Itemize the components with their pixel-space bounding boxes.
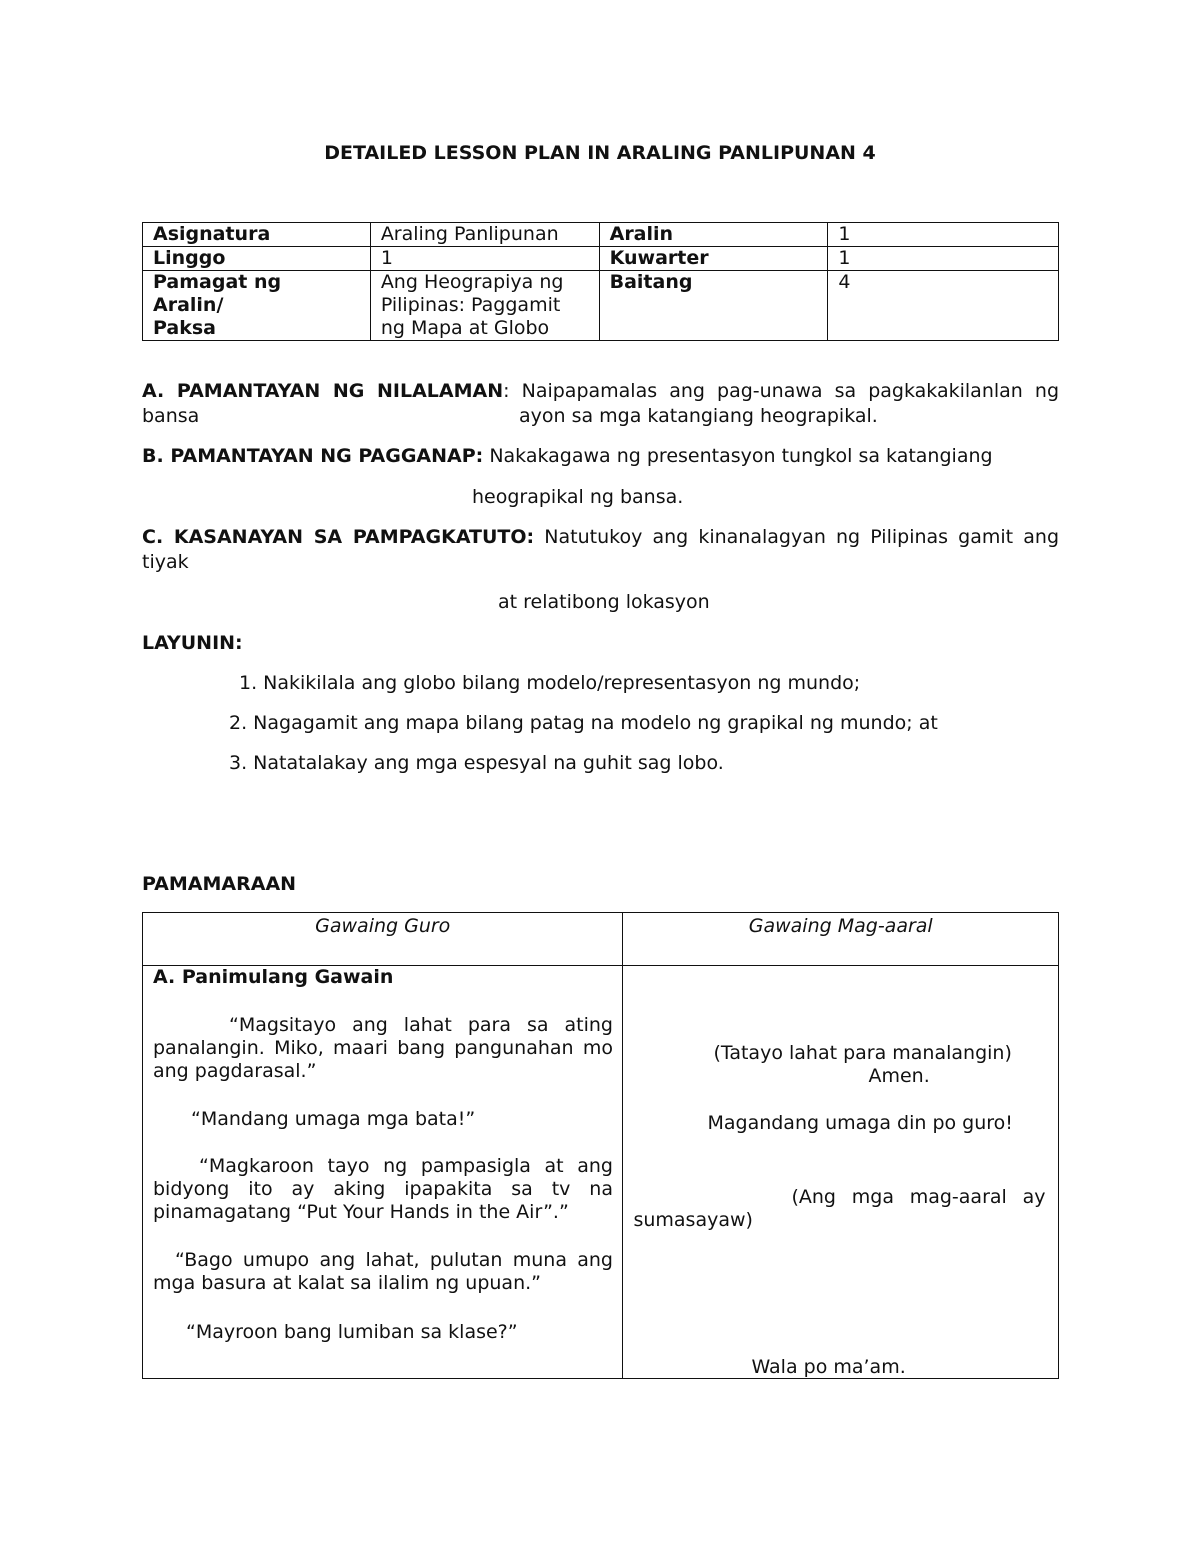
document-title: DETAILED LESSON PLAN IN ARALING PANLIPUNAN 4 — [324, 142, 876, 164]
section-c-line3: at relatibong lokasyon — [498, 591, 710, 613]
linggo-label: Linggo — [143, 247, 371, 271]
section-c-label: C. KASANAYAN SA PAMPAGKATUTO: — [142, 526, 535, 548]
asignatura-value: Araling Panlipunan — [370, 223, 599, 247]
section-b-text: Nakakagawa ng presentasyon tungkol sa katangiang — [483, 445, 993, 467]
guro-p3 — [153, 1155, 613, 1224]
section-b-line2: heograpikal ng bansa. — [472, 486, 684, 508]
aralin-label: Aralin — [599, 223, 828, 247]
guro-cell — [143, 966, 623, 1379]
table-row — [143, 966, 1059, 1379]
guro-p4-line: “Bago umupo ang lahat, pulutan muna ang — [175, 1249, 613, 1271]
header-gawaing-guro: Gawaing Guro — [143, 913, 623, 966]
baitang-value: 4 — [828, 271, 1059, 341]
pamagat-label-line: Pamagat ng — [153, 271, 282, 293]
table-row — [143, 247, 1059, 271]
guro-p3-line: “Magkaroon tayo ng pampasigla at ang — [199, 1155, 613, 1177]
section-c-line2: tiyak — [142, 551, 189, 573]
panimulang-gawain-title: A. Panimulang Gawain — [153, 966, 394, 988]
magaaral-r3-line: sumasayaw) — [633, 1209, 753, 1231]
kuwarter-label: Kuwarter — [599, 247, 828, 271]
section-a-line2a: bansa — [142, 405, 200, 427]
guro-p5: “Mayroon bang lumiban sa klase?” — [186, 1321, 518, 1343]
kuwarter-value: 1 — [828, 247, 1059, 271]
section-c-line1 — [142, 526, 1059, 549]
baitang-label: Baitang — [599, 271, 828, 341]
pamagat-label — [143, 271, 371, 341]
pamamaraan-heading: PAMAMARAAN — [142, 873, 297, 895]
section-a-text: : Naipapamalas ang pag-unawa sa pagkakakilanlan ng — [503, 380, 1059, 402]
guro-p2: “Mandang umaga mga bata!” — [191, 1108, 476, 1130]
magaaral-r3-line: (Ang mga mag-aaral ay — [791, 1186, 1046, 1208]
guro-p4 — [153, 1249, 613, 1295]
table-row — [143, 913, 1059, 966]
magaaral-r2: Magandang umaga din po guro! — [707, 1112, 1013, 1134]
magaaral-cell — [623, 966, 1059, 1379]
guro-p1 — [153, 1014, 613, 1083]
layunin-item: 2. Nagagamit ang mapa bilang patag na modelo ng grapikal ng mundo; at — [229, 712, 938, 734]
pamagat-label-line: Paksa — [153, 317, 217, 339]
guro-p4-line: mga basura at kalat sa ilalim ng upuan.” — [153, 1272, 541, 1294]
table-row — [143, 223, 1059, 247]
section-b-line1 — [142, 445, 993, 468]
table-row — [143, 271, 1059, 341]
magaaral-r3 — [633, 1186, 1045, 1232]
layunin-item: 3. Natatalakay ang mga espesyal na guhit sag lobo. — [229, 752, 724, 774]
section-a-line2b: ayon sa mga katangiang heograpikal. — [519, 405, 878, 427]
section-c-text: Natutukoy ang kinanalagyan ng Pilipinas gamit ang — [534, 526, 1059, 548]
pamagat-label-line: Aralin/ — [153, 294, 224, 316]
section-b-label: B. PAMANTAYAN NG PAGGANAP: — [142, 445, 484, 467]
guro-p3-line: bidyong ito ay aking ipapakita sa tv na — [153, 1178, 613, 1200]
section-a-label: A. PAMANTAYAN NG NILALAMAN — [142, 380, 504, 402]
asignatura-label: Asignatura — [143, 223, 371, 247]
pamagat-value-line: Pilipinas: Paggamit — [380, 294, 561, 316]
layunin-item: 1. Nakikilala ang globo bilang modelo/representasyon ng mundo; — [239, 672, 861, 694]
guro-p3-line: pinamagatang “Put Your Hands in the Air”.” — [153, 1201, 569, 1223]
aralin-value: 1 — [828, 223, 1059, 247]
pamamaraan-table — [142, 912, 1059, 1379]
magaaral-r1-line: (Tatayo lahat para manalangin) — [713, 1042, 1012, 1064]
pamagat-value-line: Ang Heograpiya ng — [380, 271, 564, 293]
magaaral-r4: Wala po ma’am. — [751, 1356, 906, 1378]
guro-p1-line: “Magsitayo ang lahat para sa ating — [229, 1014, 613, 1036]
lesson-info-table — [142, 222, 1059, 341]
header-gawaing-magaaral: Gawaing Mag-aaral — [623, 913, 1059, 966]
pamagat-value-line: ng Mapa at Globo — [380, 317, 550, 339]
pamagat-value — [370, 271, 599, 341]
linggo-value: 1 — [370, 247, 599, 271]
magaaral-r1-line: Amen. — [868, 1065, 930, 1087]
section-a-line1 — [142, 380, 1059, 403]
guro-p1-line: ang pagdarasal.” — [153, 1060, 317, 1082]
layunin-heading: LAYUNIN: — [142, 632, 243, 654]
guro-p1-line: panalangin. Miko, maari bang pangunahan mo — [153, 1037, 613, 1059]
